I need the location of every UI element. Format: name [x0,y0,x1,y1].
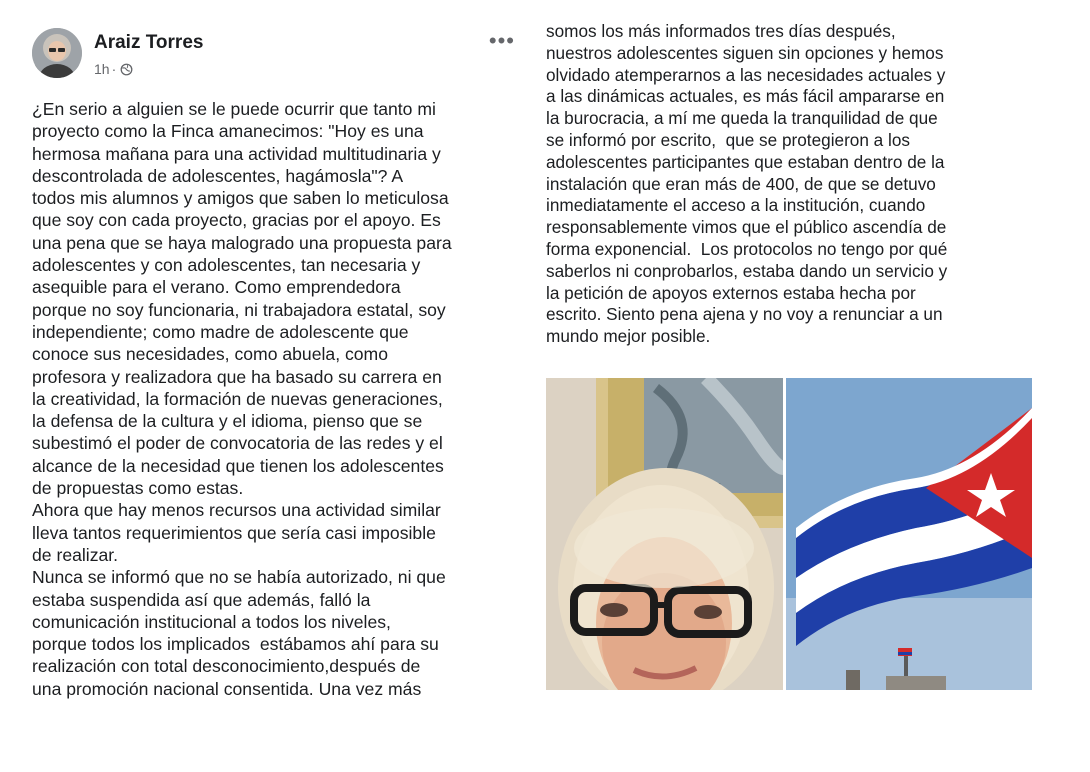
post-meta [94,61,133,77]
globe-icon[interactable] [120,63,133,76]
meta-separator: · [111,61,117,77]
avatar[interactable] [32,28,82,78]
cuban-flag-image [786,378,1032,690]
post-right-panel [538,0,1078,700]
photo-flag[interactable] [786,378,1032,690]
avatar-portrait [32,28,82,78]
post-time[interactable]: 1h [94,61,110,77]
photo-selfie[interactable] [546,378,783,690]
post-text-part2: somos los más informados tres días después, nuestros adolescentes siguen sin opciones y hemos olvidado atemperarnos a las necesidades actuales y a las dinámicas actuales, es más fácil ampararse en la burocracia, a mí me queda la tranquilidad de que se informó por escrito, que se protegieron a los adolescentes participantes que estaban dentro de la instalación que eran más de 400, de que se detuvo inmediatamente el acceso a la institución, cuando responsablemente vimos que el público ascendía de forma exponencial. Los protocolos no tengo por qué saberlos ni conprobarlos, estaba dando un servicio y la petición de apoyos externos estaba hecha por escrito. Siento pena ajena y no voy a renunciar a un mundo mejor posible. [546,21,948,347]
post-left-panel [18,22,523,752]
selfie-image [546,378,783,690]
post-text-part1: ¿En serio a alguien se le puede ocurrir que tanto mi proyecto como la Finca amanecimos: "Hoy es una hermosa mañana para una actividad multitudinaria y descontrolada de adolescentes, hagámosla"? A todos mis alumnos y amigos que saben lo meticulosa que soy con cada proyecto, gracias por el apoyo. Es una pena que se haya malogrado una propuesta para adolescentes y con adolescentes, tan necesaria y asequible para el verano. Como emprendedora porque no soy funcionaria, ni trabajadora estatal, soy independiente; como madre de adolescente que conoce sus necesidades, como abuela, como profesora y realizadora que ha basado su carrera en la creatividad, la formación de nuevas generaciones, la defensa de la cultura y el idioma, pienso que se subestimó el poder de convocatoria de las redes y el alcance de la necesidad que tienen los adolescentes de propuestas como estas. Ahora que hay menos recursos una actividad similar lleva tantos requerimientos que sería casi imposible de realizar. Nunca se informó que no se había autorizado, ni que estaba suspendida así que además, falló la comunicación institucional a todos los niveles, porque todos los implicados estábamos ahí para su realización con total desconocimiento,después de una promoción nacional consentida. Una vez más [32,99,452,699]
more-options-icon[interactable]: ••• [488,28,515,53]
author-name[interactable]: Araiz Torres [94,32,204,53]
post-header [18,22,523,90]
